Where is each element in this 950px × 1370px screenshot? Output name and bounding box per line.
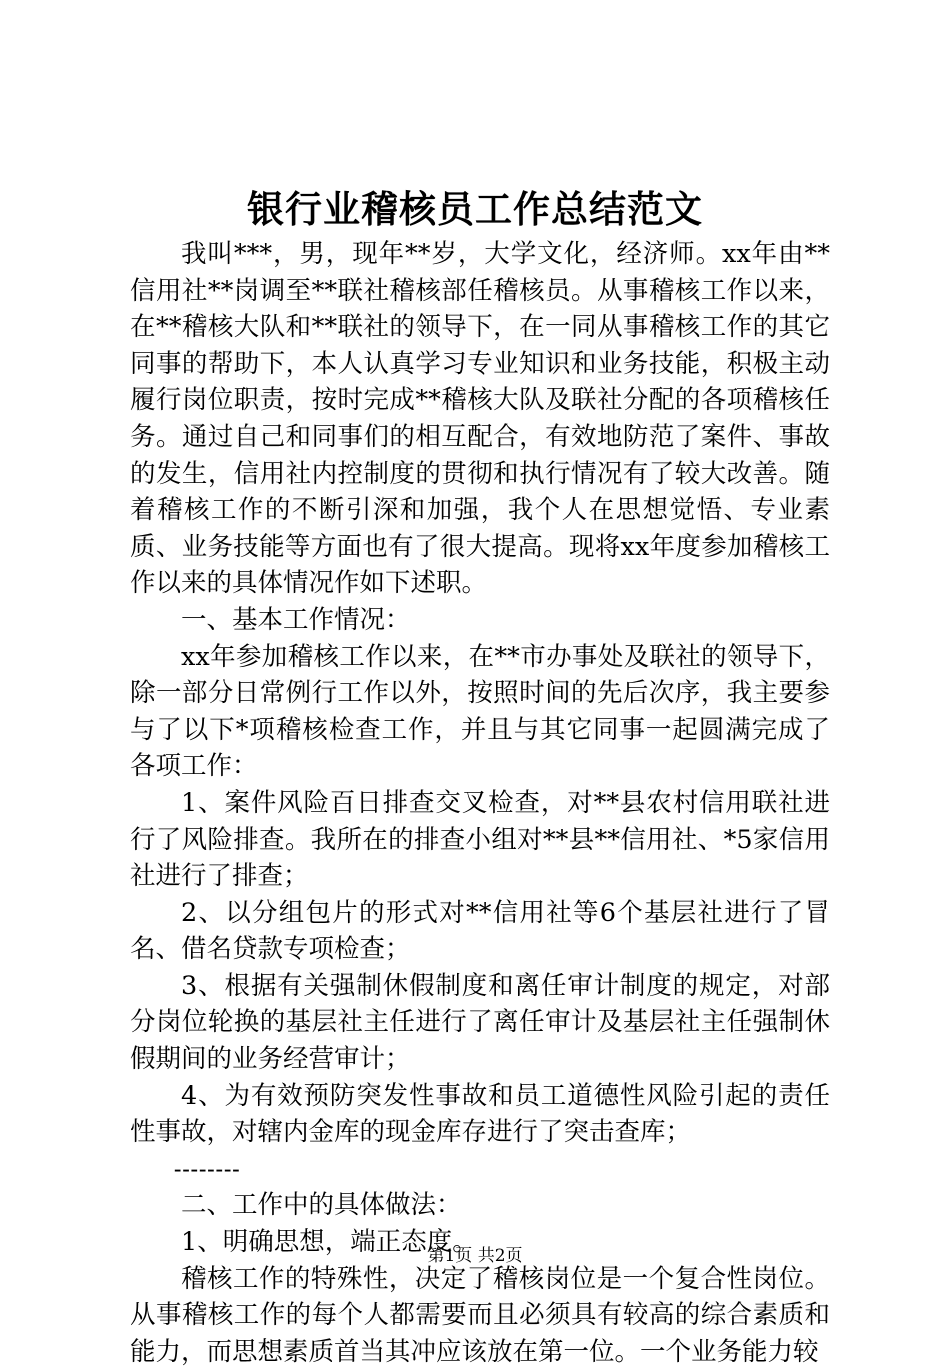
separator-line: -------- <box>174 1155 241 1181</box>
list-item-4: 4、为有效预防突发性事故和员工道德性风险引起的责任性事故，对辖内金库的现金库存进行了突击查库； <box>130 1080 830 1148</box>
page-footer: 第1页 共2页 <box>427 1246 523 1266</box>
list-item-2: 2、以分组包片的形式对**信用社等6个基层社进行了冒名、借名贷款专项检查； <box>130 897 830 965</box>
paragraph-method-1: 稽核工作的特殊性，决定了稽核岗位是一个复合性岗位。从事稽核工作的每个人都需要而且必须具有较高的综合素质和能力，而思想素质首当其冲应该放在第一位。一个业务能力较 <box>130 1263 830 1367</box>
document-title: 银行业稽核员工作总结范文 <box>247 187 703 231</box>
list-item-1: 1、案件风险百日排查交叉检查，对**县农村信用联社进行了风险排查。我所在的排查小组对**县**信用社、*5家信用社进行了排查； <box>130 787 830 892</box>
document-body <box>130 236 830 1370</box>
section-heading-basic-work: 一、基本工作情况： <box>181 604 411 635</box>
section-heading-methods: 二、工作中的具体做法： <box>181 1190 462 1221</box>
paragraph-intro: 我叫***，男，现年**岁，大学文化，经济师。xx年由**信用社**岗调至**联社稽核部任稽核员。从事稽核工作以来，在**稽核大队和**联社的领导下，在一同从事稽核工作的其它同事的帮助下，本人认真学习专业知识和业务技能，积极主动履行岗位职责，按时完成**稽核大队及联社分配的各项稽核任务。通过自己和同事们的相互配合，有效地防范了案件、事故的发生，信用社内控制度的贯彻和执行情况有了较大改善。随着稽核工作的不断引深和加强，我个人在思想觉悟、专业素质、业务技能等方面也有了很大提高。现将xx年度参加稽核工作以来的具体情况作如下述职。 <box>130 239 830 599</box>
subheading-method-1: 1、明确思想，端正态度。 <box>181 1227 478 1258</box>
list-item-3: 3、根据有关强制休假制度和离任审计制度的规定，对部分岗位轮换的基层社主任进行了离任审计及基层社主任强制休假期间的业务经营审计； <box>130 970 830 1075</box>
paragraph-basic-work: xx年参加稽核工作以来，在**市办事处及联社的领导下，除一部分日常例行工作以外，按照时间的先后次序，我主要参与了以下*项稽核检查工作，并且与其它同事一起圆满完成了各项工作： <box>130 641 830 782</box>
